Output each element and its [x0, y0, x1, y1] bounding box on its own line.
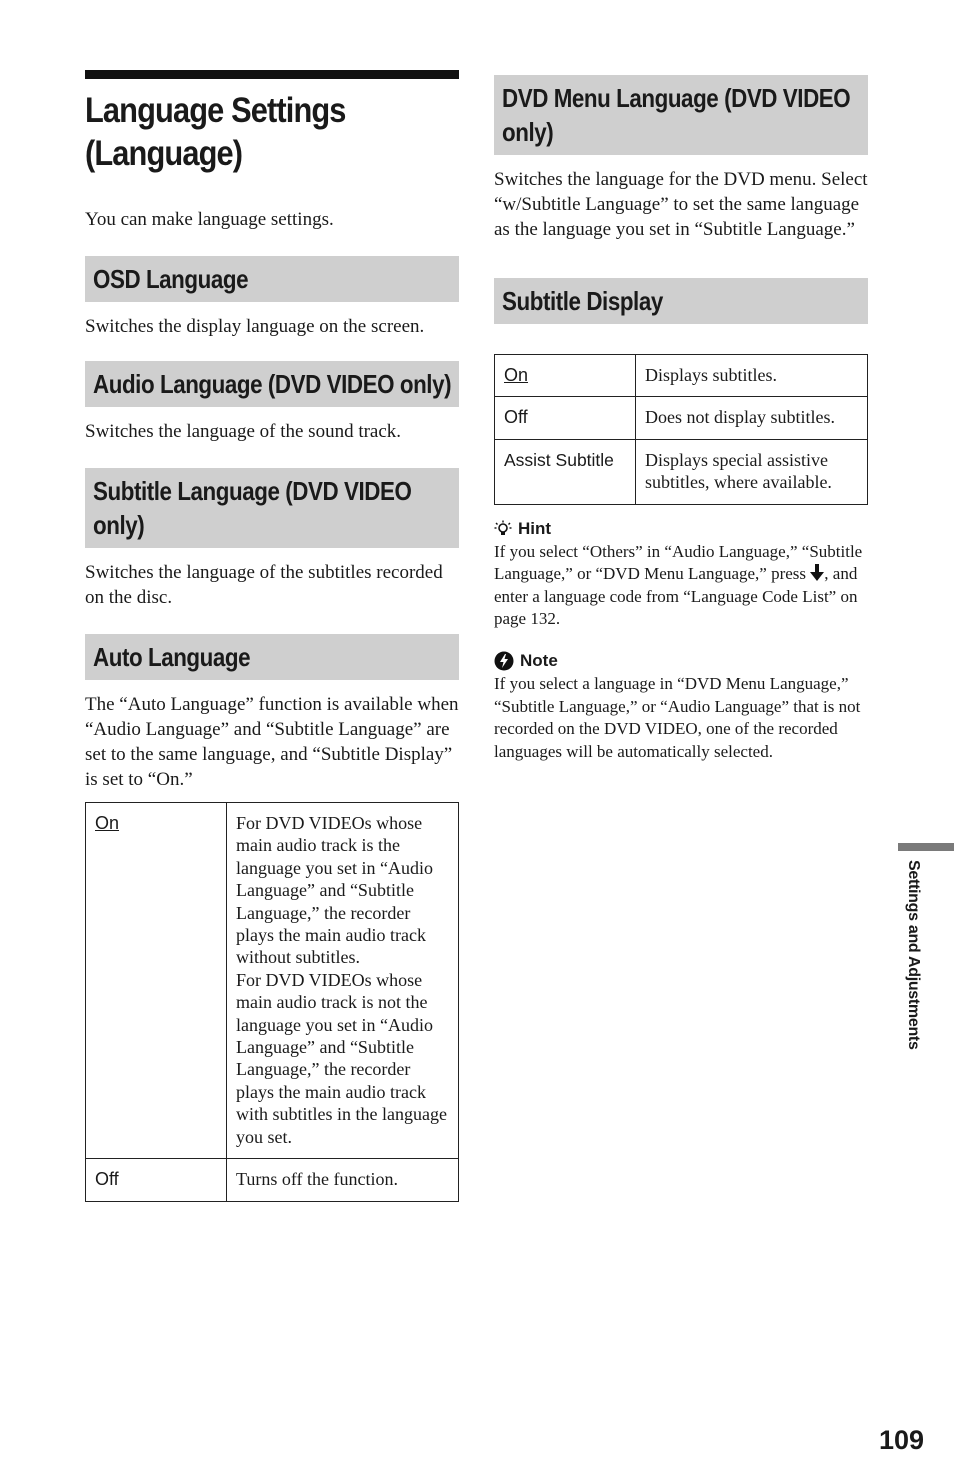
right-column [494, 75, 868, 763]
osd-language-text: Switches the display language on the screen. [85, 316, 425, 337]
intro-text: You can make language settings. [85, 209, 334, 230]
option-key: Off [86, 1159, 227, 1201]
option-description: Displays special assistive subtitles, where available. [636, 439, 868, 504]
side-section-label: Settings and Adjustments [905, 860, 922, 1050]
table-row [495, 355, 868, 397]
option-key [86, 803, 227, 1159]
option-description: Displays subtitles. [636, 355, 868, 397]
side-tab-marker [898, 843, 954, 851]
arrow-down-icon [810, 564, 824, 581]
option-description: Turns off the function. [227, 1159, 459, 1201]
lightbulb-icon [494, 520, 512, 538]
title-rule [85, 70, 459, 79]
section-heading-osd-language: OSD Language [85, 256, 459, 302]
table-row [86, 803, 459, 1159]
table-row [86, 1159, 459, 1201]
section-heading-audio-language: Audio Language (DVD VIDEO only) [85, 361, 459, 407]
option-key: Off [495, 397, 636, 439]
subtitle-language-text: Switches the language of the subtitles recorded on the disc. [85, 562, 443, 608]
hint-text: If you select “Others” in “Audio Language,” “Subtitle Language,” or “DVD Menu Language,” press , and enter a language code from “Language Code List” on page 132. [494, 541, 863, 629]
section-heading-auto-language: Auto Language [85, 634, 459, 680]
note-icon [494, 651, 514, 671]
section-heading-subtitle-display: Subtitle Display [494, 278, 868, 324]
note-box [494, 651, 868, 763]
auto-language-text: The “Auto Language” function is available when “Audio Language” and “Subtitle Language” are set to the same language, and “Subtitle Display” is set to “On.” [85, 694, 459, 790]
table-row [495, 439, 868, 504]
hint-box [494, 519, 868, 631]
option-key: Assist Subtitle [495, 439, 636, 504]
note-heading: Note [494, 651, 868, 671]
option-description: Does not display subtitles. [636, 397, 868, 439]
option-description: For DVD VIDEOs whose main audio track is the language you set in “Audio Language” and “Subtitle Language,” the recorder plays the main audio track without subtitles. For DVD VIDEOs whose main audio track is not the language you set in “Audio Language” and “Subtitle Language,” the recorder plays the main audio track with subtitles in the language you set. [227, 803, 459, 1159]
page-title: Language Settings (Language) [85, 91, 346, 173]
table-row [495, 397, 868, 439]
section-heading-dvd-menu-language: DVD Menu Language (DVD VIDEO only) [494, 75, 868, 155]
left-column [85, 70, 459, 1202]
note-text: If you select a language in “DVD Menu Language,” “Subtitle Language,” or “Audio Language” that is not recorded on the DVD VIDEO, one of the recorded languages will be automatically selected. [494, 674, 861, 761]
option-key [495, 355, 636, 397]
option-on-label: On [504, 365, 529, 385]
subtitle-display-table [494, 354, 868, 505]
audio-language-text: Switches the language of the sound track. [85, 421, 402, 442]
dvd-menu-language-text: Switches the language for the DVD menu. Select “w/Subtitle Language” to set the same language as the language you set in “Subtitle Language.” [494, 169, 868, 240]
page-number: 109 [878, 1425, 924, 1455]
section-heading-subtitle-language: Subtitle Language (DVD VIDEO only) [85, 468, 459, 548]
auto-language-table [85, 802, 459, 1202]
hint-heading: Hint [494, 519, 868, 539]
option-on-label: On [95, 813, 120, 833]
